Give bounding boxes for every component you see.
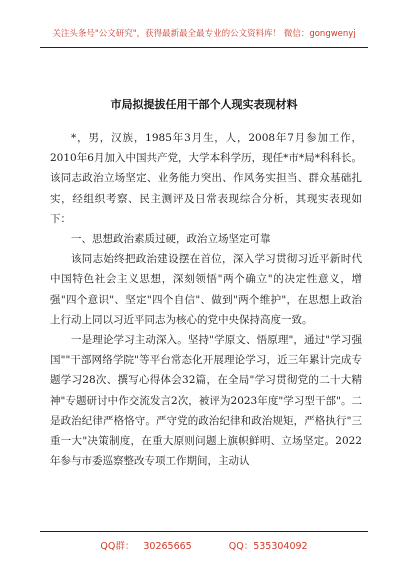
paragraph-intro: *，男，汉族，1985年3月生，人，2008年7月参加工作，2010年6月加入中国共产党，大学本科学历，现任*市*局*科科长。该同志政治立场坚定、业务能力突出、作风务实担当、群众基础扎实，经组织考察、民主测评及日常表现综合分析，其现实表现如下： — [50, 132, 362, 225]
footer-qq-group: QQ群： 30265665 — [100, 541, 192, 552]
header-promo-note: 关注头条号"公文研究"，获得最新最全最专业的公文资料库！ 微信：gongwenyj — [52, 29, 356, 39]
paragraph-political: 该同志始终把政治建设摆在首位，深入学习贯彻习近平新时代中国特色社会主义思想，深刻领悟"两个确立"的决定性意义，增强"四个意识"、坚定"四个自信"、做到"两个维护"，在思想上政治上行动上同以习近平同志为核心的党中央保持高度一致。 — [50, 253, 362, 326]
footer-qq: QQ：535304092 — [228, 541, 308, 552]
paragraph-study: 一是理论学习主动深入。坚持"学原文、悟原理"，通过"学习强国""干部网络学院"等平台常态化开展理论学习，近三年累计完成专题学习28次、撰写心得体会32篇，在全局"学习贯彻党的二十大精神"专题研讨中作交流发言2次，被评为2023年度"学习型干部"。二是政治纪律严格恪守。严守党的政治纪律和政治规矩，严格执行"三重一大"决策制度，在重大原则问题上旗帜鲜明、立场坚定。2022年参与市委巡察整改专项工作期间，主动认 — [50, 334, 362, 468]
footer-contact — [0, 538, 408, 552]
section-heading-1: 一、思想政治素质过硬，政治立场坚定可靠 — [71, 233, 271, 246]
document-body — [50, 128, 362, 471]
document-title: 市局拟提拔任用干部个人现实表现材料 — [110, 98, 298, 111]
footer-divider — [40, 531, 368, 532]
header-divider — [40, 47, 368, 48]
